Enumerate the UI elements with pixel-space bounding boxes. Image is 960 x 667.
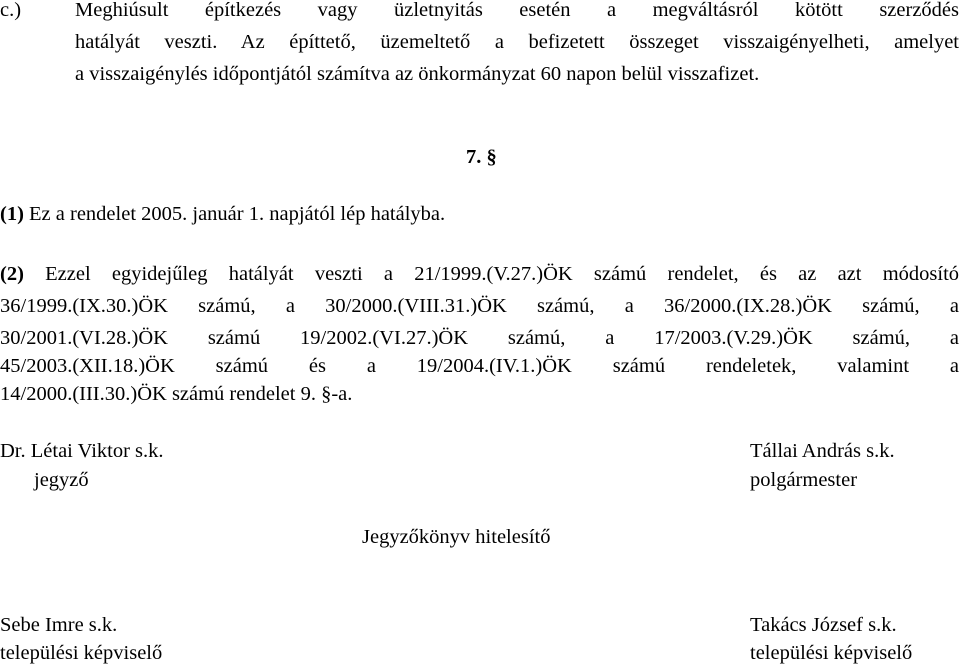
paragraph-2-line-5: 14/2000.(III.30.)ÖK számú rendelet 9. §-a.	[0, 383, 353, 405]
paragraph-2-line-4: 45/2003.(XII.18.)ÖK számú és a 19/2004.(IV.1.)ÖK számú rendeletek, valamint a	[0, 355, 959, 377]
paragraph-2-line-1: Ezzel egyidejűleg hatályát veszti a 21/1999.(V.27.)ÖK számú rendelet, és az azt módosító	[45, 263, 960, 285]
signature-right-name: Tállai András s.k.	[750, 440, 895, 462]
paragraph-1-number: (1)	[0, 203, 24, 225]
paragraph-1	[0, 204, 445, 225]
paragraph-c-line-1: Meghiúsult építkezés vagy üzletnyitás esetén a megváltásról kötött szerződés	[75, 0, 959, 21]
authentication-title: Jegyzőkönyv hitelesítő	[362, 526, 551, 548]
signature-left-name: Dr. Létai Viktor s.k.	[0, 440, 164, 462]
signature-left-role: jegyző	[34, 469, 89, 491]
paragraph-c-marker: c.)	[0, 0, 22, 21]
paragraph-2-number: (2)	[0, 263, 24, 285]
section-symbol: §	[486, 146, 497, 168]
authenticator-right-role: települési képviselő	[750, 642, 913, 664]
paragraph-2-line-2: 36/1999.(IX.30.)ÖK számú, a 30/2000.(VIII.31.)ÖK számú, a 36/2000.(IX.28.)ÖK számú, a	[0, 295, 959, 317]
authenticator-right-name: Takács József s.k.	[750, 614, 897, 636]
authenticator-left-name: Sebe Imre s.k.	[0, 614, 118, 636]
paragraph-c-line-2: hatályát veszti. Az építtető, üzemeltető a befizetett összeget visszaigényelheti, amelyet	[75, 31, 959, 53]
authenticator-left-role: települési képviselő	[0, 642, 163, 664]
paragraph-c-line-3: a visszaigénylés időpontjától számítva az önkormányzat 60 napon belül visszafizet.	[75, 63, 760, 85]
section-number: 7.	[466, 146, 482, 168]
paragraph-2-line-3: 30/2001.(VI.28.)ÖK számú 19/2002.(VI.27.)ÖK számú, a 17/2003.(V.29.)ÖK számú, a	[0, 327, 959, 349]
section-heading	[466, 147, 497, 168]
signature-right-role: polgármester	[750, 469, 858, 491]
paragraph-2-line-1-row	[0, 264, 959, 285]
paragraph-1-text: Ez a rendelet 2005. január 1. napjától lép hatályba.	[29, 203, 446, 225]
